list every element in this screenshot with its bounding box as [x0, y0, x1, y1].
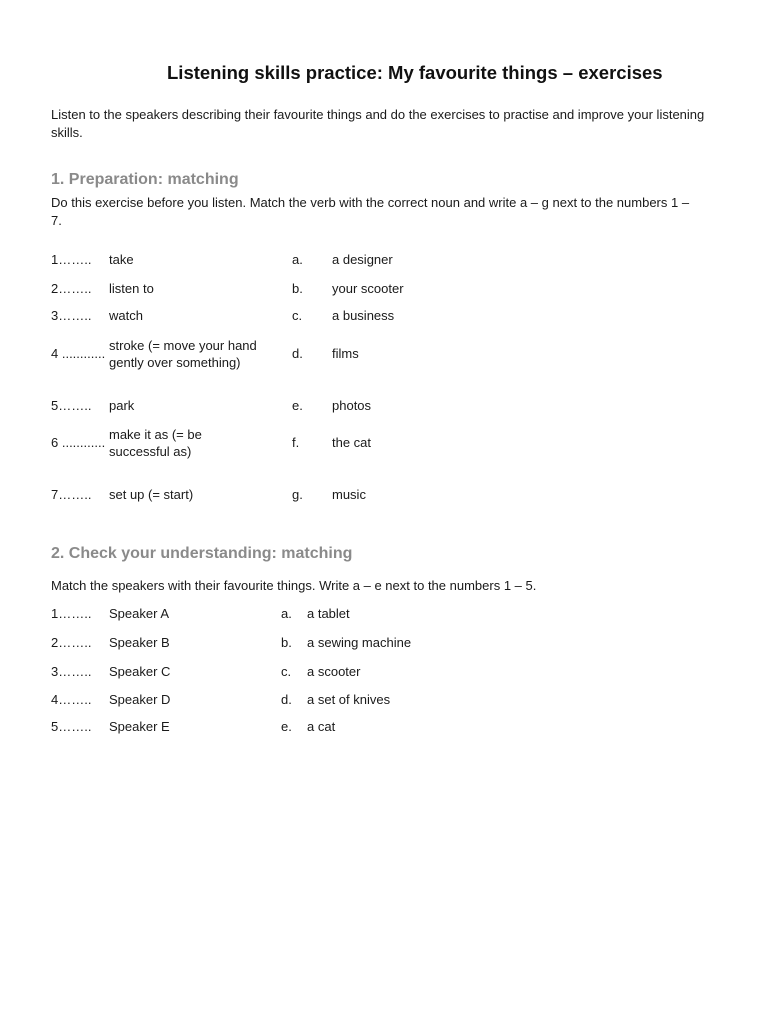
option-letter: d.	[281, 692, 292, 707]
item-verb: stroke (= move your hand gently over something)	[109, 338, 257, 370]
section-instruction-preparation: Do this exercise before you listen. Match the verb with the correct noun and write a – g next to the numbers 1 – 7.	[51, 195, 690, 228]
option-noun: a designer	[332, 252, 393, 267]
option-noun: films	[332, 346, 359, 361]
item-number: 2……..	[51, 635, 92, 650]
option-letter: a.	[292, 252, 303, 267]
item-number: 5……..	[51, 719, 92, 734]
option-letter: c.	[292, 308, 303, 323]
option-letter: e.	[292, 398, 303, 413]
option-letter: f.	[292, 435, 300, 450]
option-thing: a tablet	[307, 606, 350, 621]
section-heading-understanding: 2. Check your understanding: matching	[51, 545, 353, 562]
item-speaker: Speaker C	[109, 664, 171, 679]
item-number: 1……..	[51, 606, 92, 621]
intro-text: Listen to the speakers describing their favourite things and do the exercises to practise and improve your listening skills.	[51, 107, 705, 140]
item-speaker: Speaker B	[109, 635, 170, 650]
option-letter: b.	[292, 281, 303, 296]
item-verb: take	[109, 252, 134, 267]
item-verb: listen to	[109, 281, 154, 296]
item-number: 3……..	[51, 664, 92, 679]
option-noun: a business	[332, 308, 395, 323]
option-thing: a scooter	[307, 664, 361, 679]
option-letter: c.	[281, 664, 292, 679]
item-number: 2……..	[51, 281, 92, 296]
item-number: 7……..	[51, 487, 92, 502]
option-letter: b.	[281, 635, 292, 650]
item-speaker: Speaker D	[109, 692, 171, 707]
option-thing: a set of knives	[307, 692, 391, 707]
option-noun: photos	[332, 398, 372, 413]
item-verb: watch	[109, 308, 143, 323]
option-letter: g.	[292, 487, 303, 502]
option-noun: your scooter	[332, 281, 404, 296]
option-letter: e.	[281, 719, 292, 734]
option-thing: a cat	[307, 719, 336, 734]
option-letter: d.	[292, 346, 303, 361]
item-number: 5……..	[51, 398, 92, 413]
item-verb: park	[109, 398, 135, 413]
item-number: 3……..	[51, 308, 92, 323]
option-letter: a.	[281, 606, 292, 621]
item-number: 4 ............	[51, 346, 106, 361]
item-number: 6 ............	[51, 435, 106, 450]
item-number: 1……..	[51, 252, 92, 267]
section-heading-preparation: 1. Preparation: matching	[51, 171, 239, 188]
item-verb: make it as (= be successful as)	[109, 427, 202, 459]
item-verb: set up (= start)	[109, 487, 194, 502]
page-title: Listening skills practice: My favourite things – exercises	[167, 62, 663, 83]
option-noun: music	[332, 487, 366, 502]
item-speaker: Speaker E	[109, 719, 170, 734]
option-thing: a sewing machine	[307, 635, 412, 650]
item-speaker: Speaker A	[109, 606, 169, 621]
item-number: 4……..	[51, 692, 92, 707]
section-instruction-understanding: Match the speakers with their favourite things. Write a – e next to the numbers 1 – 5.	[51, 578, 537, 593]
option-noun: the cat	[332, 435, 372, 450]
